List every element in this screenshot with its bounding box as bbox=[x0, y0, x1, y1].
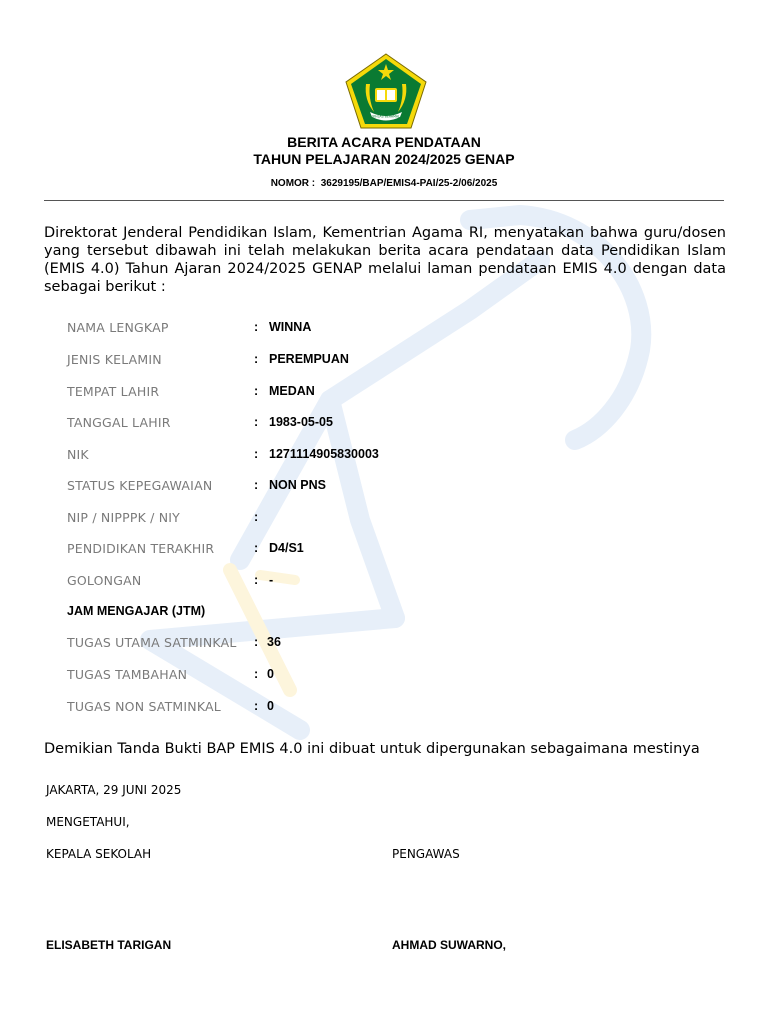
place-date: JAKARTA, 29 JUNI 2025 bbox=[46, 783, 182, 797]
field-row-nik bbox=[0, 447, 768, 467]
field-label: TUGAS TAMBAHAN bbox=[67, 667, 188, 682]
header-divider bbox=[44, 200, 724, 201]
document-subtitle: TAHUN PELAJARAN 2024/2025 GENAP bbox=[253, 151, 515, 167]
nomor-label: NOMOR bbox=[270, 178, 310, 189]
field-colon: : bbox=[254, 541, 259, 555]
field-label: NAMA LENGKAP bbox=[67, 320, 169, 335]
field-colon: : bbox=[254, 510, 259, 524]
field-colon: : bbox=[254, 384, 259, 398]
field-label: STATUS KEPEGAWAIAN bbox=[67, 478, 213, 493]
field-label: TEMPAT LAHIR bbox=[67, 384, 160, 399]
field-row-golongan bbox=[0, 573, 768, 593]
field-colon: : bbox=[254, 667, 259, 681]
field-row-pendidikan bbox=[0, 541, 768, 561]
field-colon: : bbox=[254, 415, 259, 429]
field-row-tempat-lahir bbox=[0, 384, 768, 404]
closing-statement: Demikian Tanda Bukti BAP EMIS 4.0 ini dibuat untuk dipergunakan sebagaimana mestinya bbox=[44, 741, 700, 757]
field-colon: : bbox=[254, 573, 259, 587]
document-title: BERITA ACARA PENDATAAN bbox=[287, 134, 481, 150]
right-signer-role: PENGAWAS bbox=[392, 847, 460, 861]
jtm-row-non-satminkal bbox=[0, 699, 768, 719]
field-row-nip bbox=[0, 510, 768, 530]
field-value: - bbox=[269, 573, 274, 587]
field-value: 0 bbox=[267, 699, 274, 713]
document-number: NOMOR : 3629195/BAP/EMIS4-PAI/25-2/06/2025 bbox=[270, 178, 498, 189]
field-value: 1983-05-05 bbox=[269, 415, 333, 429]
jtm-row-tambahan bbox=[0, 667, 768, 687]
field-colon: : bbox=[254, 699, 259, 713]
jtm-heading: JAM MENGAJAR (JTM) bbox=[67, 604, 206, 618]
field-value: PEREMPUAN bbox=[269, 352, 349, 366]
field-value: 36 bbox=[267, 635, 281, 649]
field-value: NON PNS bbox=[269, 478, 326, 492]
field-colon: : bbox=[254, 447, 259, 461]
kemenag-logo-icon bbox=[344, 52, 428, 130]
acknowledge-label: MENGETAHUI, bbox=[46, 815, 130, 829]
field-value: 0 bbox=[267, 667, 274, 681]
field-label: PENDIDIKAN TERAKHIR bbox=[67, 541, 215, 556]
field-colon: : bbox=[254, 635, 259, 649]
left-signer-name: ELISABETH TARIGAN bbox=[46, 938, 172, 952]
right-signer-name: AHMAD SUWARNO, bbox=[392, 938, 506, 952]
field-label: GOLONGAN bbox=[67, 573, 142, 588]
field-colon: : bbox=[254, 320, 259, 334]
field-value: 1271114905830003 bbox=[269, 447, 379, 461]
field-label: JENIS KELAMIN bbox=[67, 352, 162, 367]
field-label: TUGAS UTAMA SATMINKAL bbox=[67, 635, 237, 650]
jtm-row-utama bbox=[0, 635, 768, 655]
field-value: MEDAN bbox=[269, 384, 315, 398]
field-colon: : bbox=[254, 478, 259, 492]
field-row-status-kepegawaian bbox=[0, 478, 768, 498]
field-label: NIP / NIPPPK / NIY bbox=[67, 510, 181, 525]
field-row-jenis-kelamin bbox=[0, 352, 768, 372]
field-colon: : bbox=[254, 352, 259, 366]
field-row-nama bbox=[0, 320, 768, 340]
field-label: NIK bbox=[67, 447, 89, 462]
field-value: WINNA bbox=[269, 320, 312, 334]
nomor-value: 3629195/BAP/EMIS4-PAI/25-2/06/2025 bbox=[320, 178, 498, 189]
logo-ribbon-text: IKHLAS BERAMAL bbox=[372, 114, 400, 119]
intro-paragraph: Direktorat Jenderal Pendidikan Islam, Kementrian Agama RI, menyatakan bahwa guru/dosen yang tersebut dibawah ini telah melakukan berita acara pendataan data Pendidikan Islam (EMIS 4.0) Tahun Ajaran 2024/2025 GENAP melalui laman pendataan EMIS 4.0 dengan data sebagai berikut : bbox=[44, 225, 726, 295]
field-value: D4/S1 bbox=[269, 541, 304, 555]
field-row-tanggal-lahir bbox=[0, 415, 768, 435]
field-label: TUGAS NON SATMINKAL bbox=[67, 699, 221, 714]
left-signer-role: KEPALA SEKOLAH bbox=[46, 847, 152, 861]
field-label: TANGGAL LAHIR bbox=[67, 415, 171, 430]
